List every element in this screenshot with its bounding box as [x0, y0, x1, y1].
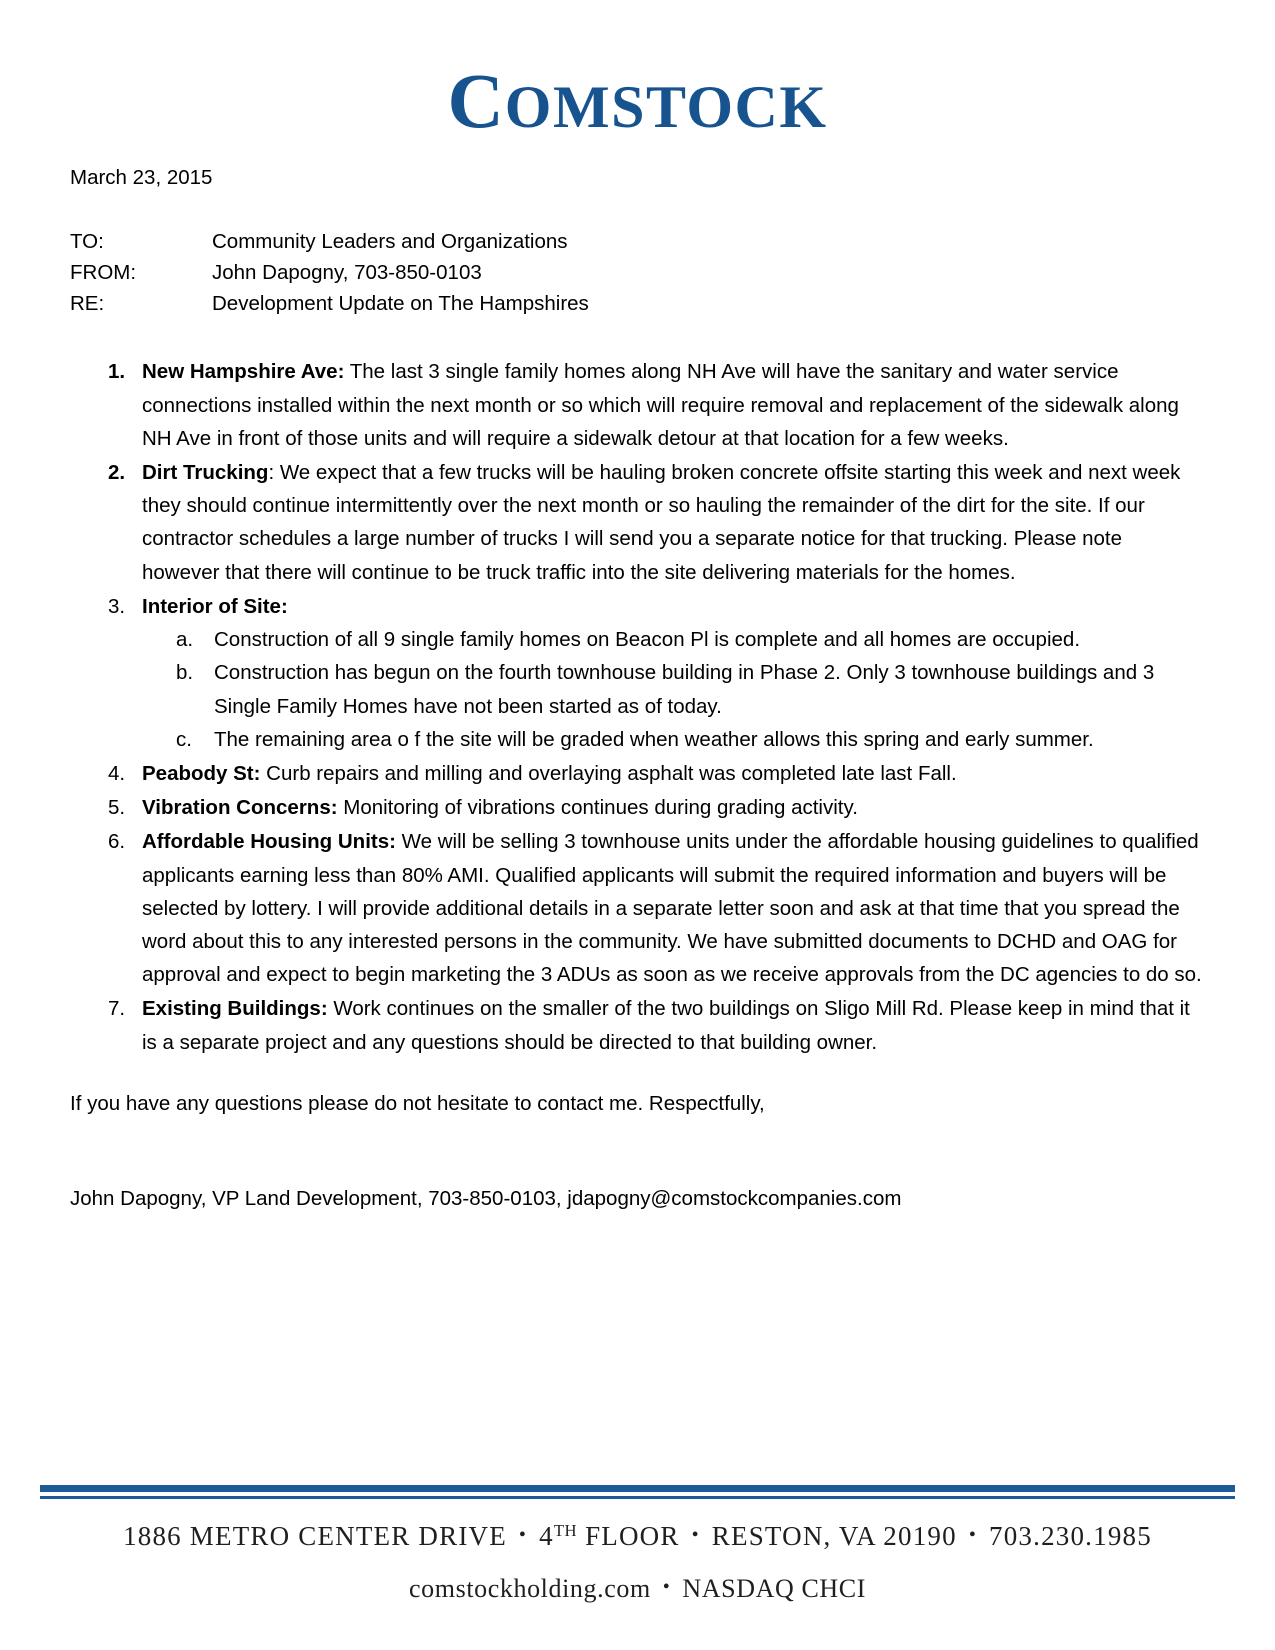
list-item — [70, 757, 1203, 790]
letterhead — [0, 0, 1275, 144]
list-item-lead: Interior of Site: — [142, 594, 288, 618]
list-item — [70, 355, 1203, 455]
sub-list-item — [142, 623, 1203, 656]
list-item-lead: Existing Buildings: — [142, 997, 328, 1021]
memo-re-label: RE: — [70, 292, 105, 316]
page-footer — [0, 1485, 1275, 1604]
memo-re-value: Development Update on The Hampshires — [212, 292, 589, 316]
footer-floor-number: 4 — [539, 1521, 554, 1551]
list-item-lead: Peabody St: — [142, 761, 261, 785]
list-item-text: Monitoring of vibrations continues during grading activity. — [337, 796, 858, 820]
footer-ticker: NASDAQ CHCI — [682, 1574, 866, 1603]
letter-body — [0, 166, 1275, 1215]
list-item — [70, 825, 1203, 991]
date-line: March 23, 2015 — [70, 166, 213, 189]
comstock-logo — [447, 57, 828, 144]
bullet-separator-icon: • — [662, 1576, 671, 1598]
sub-list-item-text: Construction has begun on the fourth townhouse building in Phase 2. Only 3 townhouse buildings and 3 Single Family Homes have not been started as of today. — [214, 661, 1155, 718]
memo-from-label: FROM: — [70, 261, 137, 285]
memo-row-from — [70, 257, 1203, 288]
list-item-text: : We expect that a few trucks will be hauling broken concrete offsite starting this week and next week they should continue intermittently over the next month or so hauling the remainder of the dirt for the site. If our contractor schedules a large number of trucks I will send you a separate notice for that trucking. Please note however that there will continue to be truck traffic into the site delivering materials for the homes. — [142, 461, 1181, 584]
closing-paragraph: If you have any questions please do not hesitate to contact me. Respectfully, — [70, 1091, 765, 1115]
sub-list-item — [142, 723, 1203, 756]
list-item-lead: New Hampshire Ave: — [142, 360, 345, 384]
memo-row-re — [70, 288, 1203, 319]
sub-list-item-text: Construction of all 9 single family homes on Beacon Pl is complete and all homes are occupied. — [214, 628, 1081, 652]
bullet-separator-icon: • — [518, 1524, 528, 1546]
footer-rule-thin — [40, 1496, 1235, 1499]
list-item-lead: Affordable Housing Units: — [142, 830, 396, 854]
logo-remainder: OMSTOCK — [504, 74, 828, 140]
list-item-text: Curb repairs and milling and overlaying asphalt was completed late last Fall. — [260, 761, 957, 785]
bullet-separator-icon: • — [968, 1524, 978, 1546]
memo-to-label: TO: — [70, 230, 104, 253]
logo-initial: C — [447, 57, 505, 144]
memo-header-block — [70, 226, 1203, 319]
list-item-text: The last 3 single family homes along NH Ave will have the sanitary and water service connections installed within the next month or so which will require removal and replacement of the sidewalk along NH Ave in front of those units and will require a sidewalk detour at that location for a few weeks. — [142, 360, 1179, 450]
list-item — [70, 992, 1203, 1058]
list-item — [70, 791, 1203, 824]
memo-to-value: Community Leaders and Organizations — [212, 230, 568, 253]
footer-floor-word: FLOOR — [577, 1521, 680, 1551]
footer-website[interactable]: comstockholding.com — [409, 1574, 651, 1603]
list-item — [70, 456, 1203, 589]
footer-street-address: 1886 METRO CENTER DRIVE — [123, 1521, 507, 1551]
bullet-separator-icon: • — [691, 1524, 700, 1546]
sub-list-item-text: The remaining area o f the site will be graded when weather allows this spring and early summer. — [214, 727, 1094, 751]
footer-web-line — [0, 1574, 1275, 1604]
list-item — [70, 590, 1203, 756]
footer-floor-ordinal-suffix: TH — [553, 1520, 578, 1540]
footer-phone: 703.230.1985 — [989, 1521, 1152, 1551]
list-item-text: Work continues on the smaller of the two buildings on Sligo Mill Rd. Please keep in mind that it is a separate project and any questions should be directed to that building owner. — [142, 997, 1190, 1054]
signature-line: John Dapogny, VP Land Development, 703-850-0103, jdapogny@comstockcompanies.com — [70, 1186, 902, 1210]
list-item-text: We will be selling 3 townhouse units under the affordable housing guidelines to qualified applicants earning less than 80% AMI. Qualified applicants will submit the required information and buyers will be selected by lottery. I will provide additional details in a separate letter soon and ask at that time that you spread the word about this to any interested persons in the community. We have submitted documents to DCHD and OAG for approval and expect to begin marketing the 3 ADUs as soon as we receive approvals from the DC agencies to do so. — [142, 830, 1202, 987]
list-item-lead: Vibration Concerns: — [142, 796, 338, 820]
sub-list-item — [142, 656, 1203, 722]
list-item-lead: Dirt Trucking — [142, 461, 269, 485]
update-list — [70, 355, 1203, 1058]
memo-from-value: John Dapogny, 703-850-0103 — [212, 261, 482, 285]
interior-of-site-sublist — [142, 623, 1203, 756]
footer-address-line — [0, 1521, 1275, 1552]
footer-city-state-zip: RESTON, VA 20190 — [711, 1521, 957, 1551]
memo-row-to — [70, 226, 1203, 257]
footer-rule-thick — [40, 1485, 1235, 1492]
